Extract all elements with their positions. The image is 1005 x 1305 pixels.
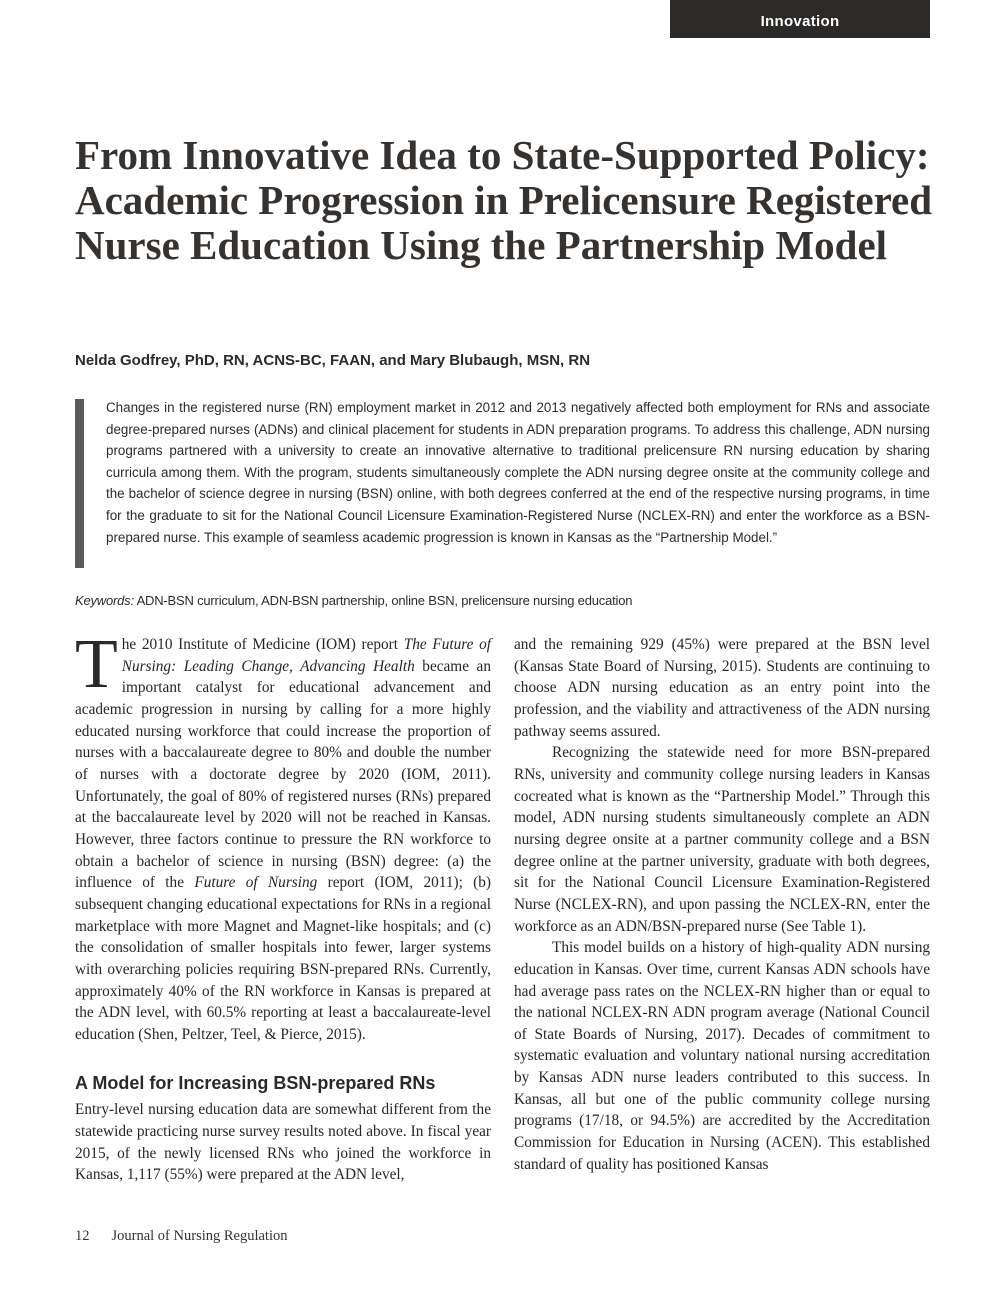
section-paragraph: Entry-level nursing education data are somewhat different from the statewide practicing nurse survey results noted above. In fiscal year 2015, of the newly licensed RNs who joined the workforce in Kansas, 1,117 (55%) were prepared at the ADN level,: [75, 1101, 491, 1184]
right-paragraph-3: This model builds on a history of high-quality ADN nursing education in Kansas. Over time, current Kansas ADN schools have had average pass rates on the NCLEX-RN higher than or equal to the national NCLEX-RN ADN program average (National Council of State Boards of Nursing, 2017). Decades of commitment to systematic evaluation and voluntary national nursing accreditation by Kansas ADN nurse leaders contributed to this success. In Kansas, all but one of the public community college nursing programs (17/18, or 94.5%) are accredited by the Accreditation Commission for Education in Nursing (ACEN). This established standard of quality has positioned Kansas: [514, 939, 930, 1173]
section-tab: [670, 0, 930, 38]
keywords-text: ADN-BSN curriculum, ADN-BSN partnership, online BSN, prelicensure nursing education: [133, 593, 633, 608]
keywords: [75, 593, 632, 608]
right-paragraph-2: Recognizing the statewide need for more BSN-prepared RNs, university and community college nursing leaders in Kansas cocreated what is known as the “Partnership Model.” Through this model, ADN nursing students simultaneously complete an ADN nursing degree onsite at a partner community college and a BSN degree online at the partner university, graduate with both degrees, sit for the National Council Licensure Examination-Registered Nurse (NCLEX-RN), and upon passing the NCLEX-RN, enter the workforce as an ADN/BSN-prepared nurse (See Table 1).: [514, 744, 930, 935]
report-title-short: Future of Nursing: [194, 874, 318, 892]
article-title: From Innovative Idea to State-Supported Policy: Academic Progression in Prelicensure Registered Nurse Education Using the Partnership Model: [75, 132, 933, 268]
report-title: The Future of Nursing: Leading Change, Advancing Health: [121, 636, 492, 675]
section-label: Innovation: [760, 12, 840, 30]
drop-cap: T: [75, 626, 118, 703]
right-paragraph-1: and the remaining 929 (45%) were prepared at the BSN level (Kansas State Board of Nursing, 2015). Students are continuing to choose ADN nursing education as an entry point into the profession, and the viability and attractiveness of the ADN nursing pathway seems assured.: [514, 636, 930, 740]
abstract-bar: [75, 399, 84, 568]
body-column-left: [75, 626, 492, 1186]
author-line: Nelda Godfrey, PhD, RN, ACNS-BC, FAAN, and Mary Blubaugh, MSN, RN: [75, 352, 591, 369]
page-footer: [75, 1228, 288, 1245]
journal-name: Journal of Nursing Regulation: [111, 1228, 288, 1244]
abstract: Changes in the registered nurse (RN) employment market in 2012 and 2013 negatively affected both employment for RNs and associate degree-prepared nurses (ADNs) and clinical placement for students in ADN preparation programs. To address this challenge, ADN nursing programs partnered with a university to create an innovative alternative to traditional prelicensure RN nursing education by sharing curricula among them. With the program, students simultaneously complete the ADN nursing degree onsite at the community college and the bachelor of science degree in nursing (BSN) online, with both degrees conferred at the end of the respective nursing programs, in time for the graduate to sit for the National Council Licensure Examination-Registered Nurse (NCLEX-RN) and enter the workforce as a BSN-prepared nurse. This example of seamless academic progression is known in Kansas as the “Partnership Model.”: [106, 400, 930, 545]
page-number: 12: [75, 1228, 90, 1244]
keywords-label: Keywords:: [75, 593, 134, 608]
body-column-right: [514, 634, 930, 1175]
section-heading: A Model for Increasing BSN-prepared RNs: [75, 1073, 436, 1094]
intro-paragraph: The 2010 Institute of Medicine (IOM) report The Future of Nursing: Leading Change, Advancing Health became an important catalyst for educational advancement and academic progression in nursing by calling for a more highly educated nursing workforce that could increase the proportion of nurses with a baccalaureate degree to 80% and double the number of nurses with a doctorate degree by 2020 (IOM, 2011). Unfortunately, the goal of 80% of registered nurses (RNs) prepared at the baccalaureate level by 2020 will not be reached in Kansas. However, three factors continue to pressure the RN workforce to obtain a bachelor of science in nursing (BSN) degree: (a) the influence of the Future of Nursing report (IOM, 2011); (b) subsequent changing educational expectations for RNs in a regional marketplace with more Magnet and Magnet-like hospitals; and (c) the consolidation of smaller hospitals into fewer, larger systems with overarching policies requiring BSN-prepared RNs. Currently, approximately 40% of the RN workforce in Kansas is prepared at the ADN level, with 60.5% reporting at least a baccalaureate-level education (Shen, Peltzer, Teel, & Pierce, 2015).: [75, 626, 492, 1043]
